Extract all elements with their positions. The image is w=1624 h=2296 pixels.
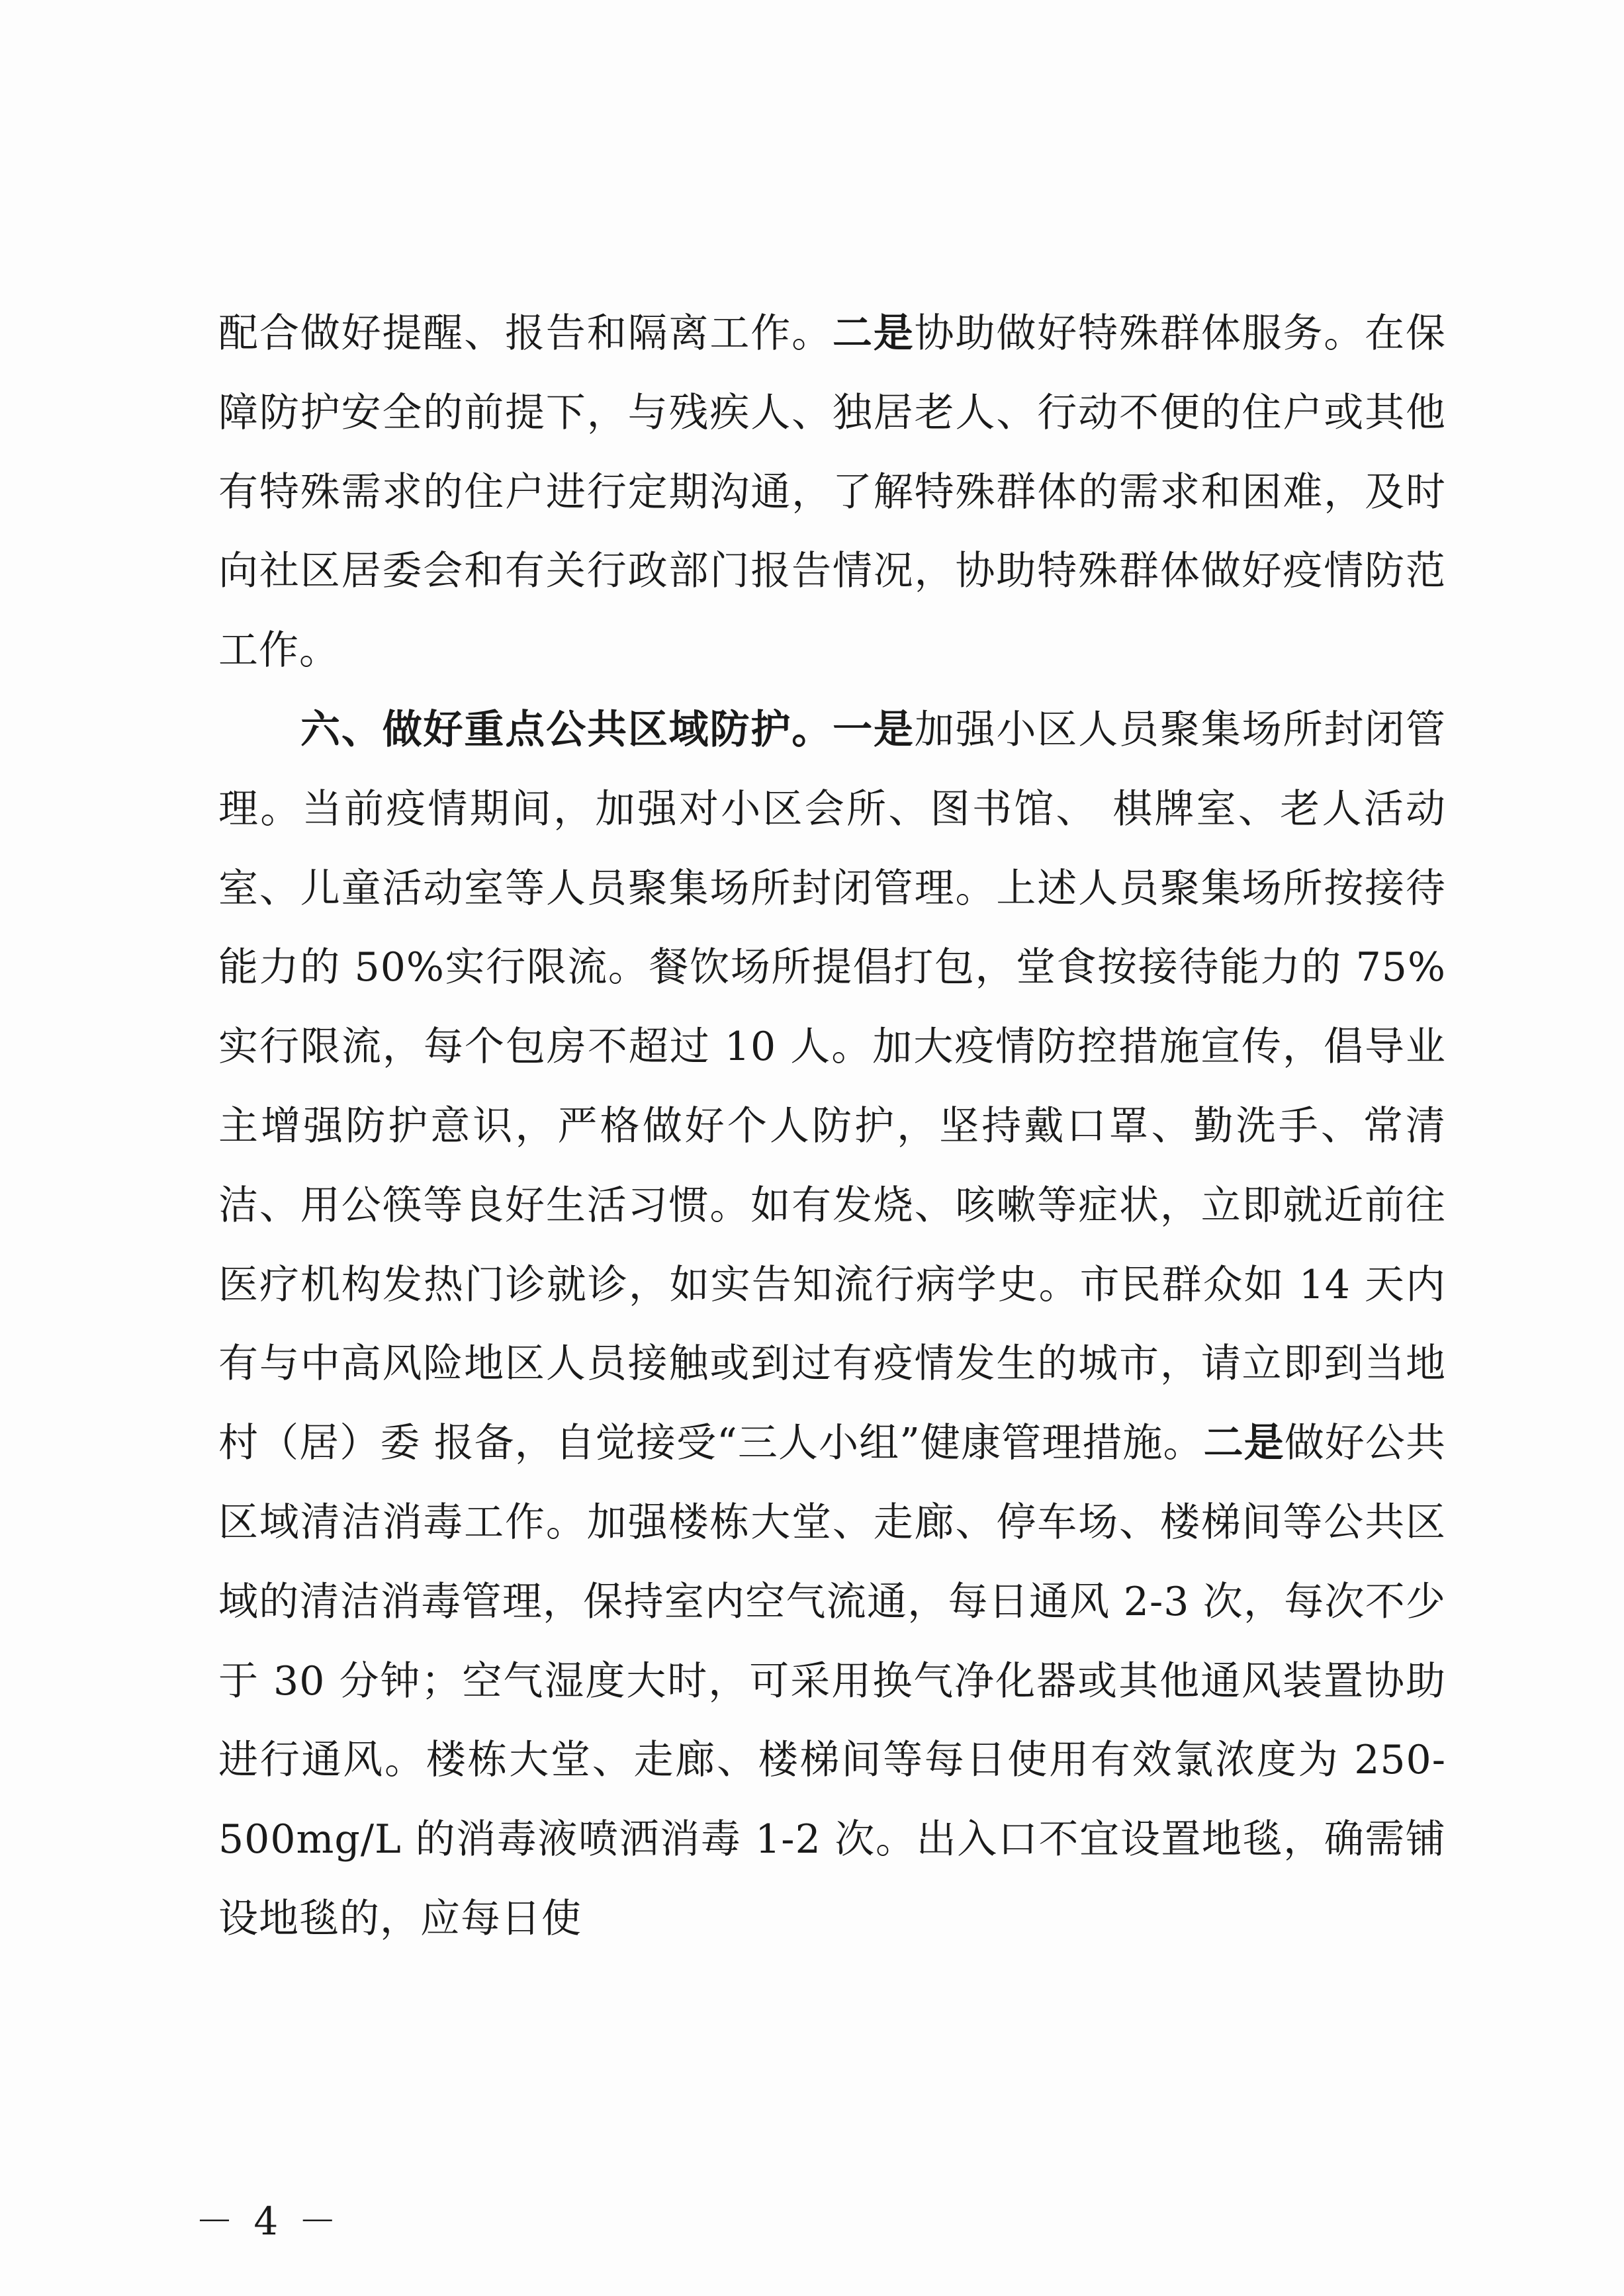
page-number: － 4 － xyxy=(195,2199,341,2244)
section-heading-six: 六、做好重点公共区域防护。 xyxy=(300,706,833,753)
bold-marker-er-shi: 二是 xyxy=(832,310,915,357)
text-segment: 做好公共区域清洁消毒工作。加强楼栋大堂、走廊、停车场、楼梯间等公共区域的清洁消毒管理，保持室内空气流通，每日通风 2-3 次，每次不少于 30 分钟；空气湿度大时，可采用换气净化器或其他通风装置协助进行通风。楼栋大堂、走廊、楼梯间等每日使用有效氯浓度为 250-500mg/L 的消毒液喷洒消毒 1-2 次。出入口不宜设置地毯，确需铺设地毯的，应每日使 xyxy=(218,1420,1447,1942)
text-segment: 协助做好特殊群体服务。在保障防护安全的前提下，与残疾人、独居老人、行动不便的住户或其他有特殊需求的住户进行定期沟通，了解特殊群体的需求和困难，及时向社区居委会和有关行政部门报告情况，协助特殊群体做好疫情防范工作。 xyxy=(218,310,1447,674)
text-segment: 加强小区人员聚集场所封闭管理。当前疫情期间，加强对小区会所、图书馆、 棋牌室、老人活动室、儿童活动室等人员聚集场所封闭管理。上述人员聚集场所按接待能力的 50%实行限流。餐饮场所提倡打包，堂食按接待能力的 75%实行限流，每个包房不超过 10 人。加大疫情防控措施宣传，倡导业主增强防护意识，严格做好个人防护，坚持戴口罩、勤洗手、常清洁、用公筷等良好生活习惯。如有发烧、咳嗽等症状，立即就近前往医疗机构发热门诊就诊，如实告知流行病学史。市民群众如 14 天内有与中高风险地区人员接触或到过有疫情发生的城市，请立即到当地村（居）委 报备，自觉接受“三人小组”健康管理措施。 xyxy=(218,706,1447,1467)
text-segment: 配合做好提醒、报告和隔离工作。 xyxy=(218,310,833,357)
document-body xyxy=(218,294,1446,1959)
paragraph-section-six xyxy=(218,691,1446,1959)
paragraph-special-groups xyxy=(218,294,1446,691)
bold-marker-yi-shi: 一是 xyxy=(833,706,915,753)
bold-marker-er-shi: 二是 xyxy=(1203,1420,1285,1467)
